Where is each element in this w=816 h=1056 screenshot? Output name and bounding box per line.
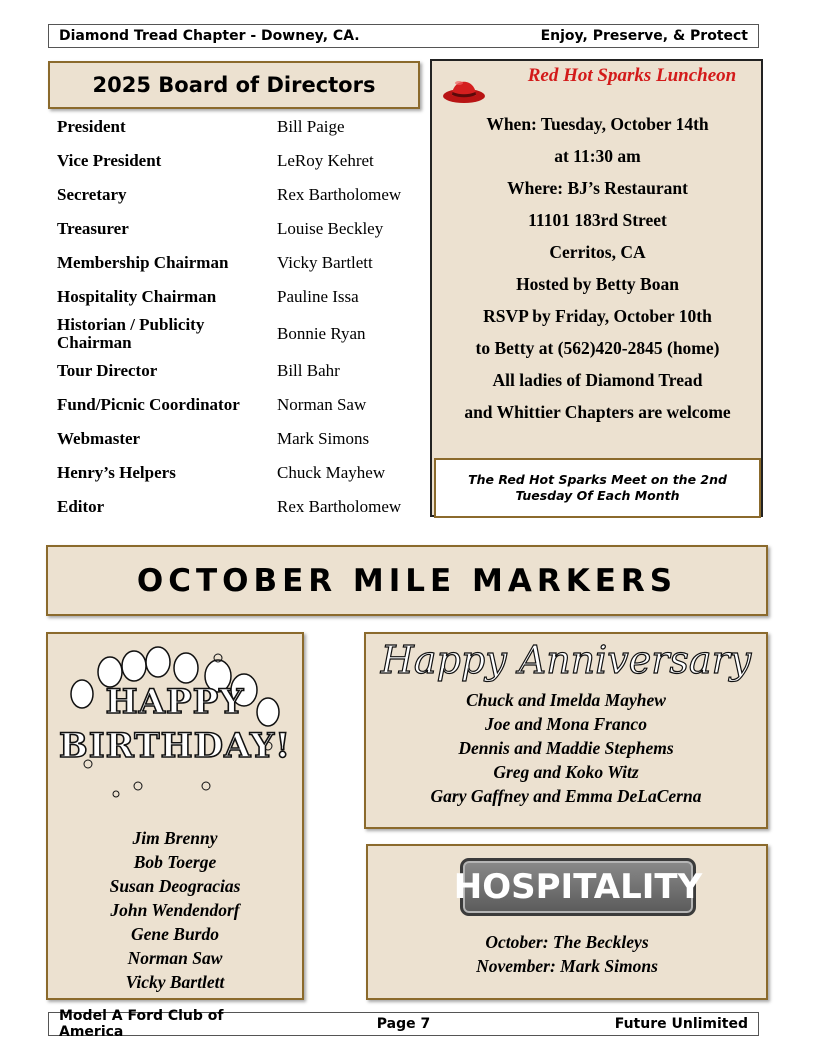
board-row <box>57 178 427 212</box>
list-item: Dennis and Maddie Stephems <box>458 738 674 758</box>
anniversary-heading: Happy Anniversary <box>380 638 752 682</box>
luncheon-details <box>432 108 763 428</box>
board-row <box>57 456 427 490</box>
list-item: Norman Saw <box>127 948 223 968</box>
board-member: Chuck Mayhew <box>277 463 386 482</box>
board-role: Tour Director <box>57 361 158 380</box>
board-member: Bonnie Ryan <box>277 324 366 343</box>
board-role: Historian / Publicity Chairman <box>57 315 205 352</box>
board-role: Vice President <box>57 151 162 170</box>
list-item: Jim Brenny <box>132 828 218 848</box>
luncheon-note: The Red Hot Sparks Meet on the 2nd Tuesday Of Each Month <box>434 458 761 518</box>
board-role: Henry’s Helpers <box>57 463 176 482</box>
page-header <box>48 24 759 48</box>
red-hat-icon <box>442 71 486 105</box>
luncheon-line: All ladies of Diamond Tread <box>492 370 703 390</box>
board-row <box>57 110 427 144</box>
board-role: Fund/Picnic Coordinator <box>57 395 240 414</box>
board-member: Pauline Issa <box>277 287 359 306</box>
board-table <box>57 110 427 524</box>
board-role: Secretary <box>57 185 127 204</box>
list-item: Bob Toerge <box>133 852 217 872</box>
board-row <box>57 144 427 178</box>
board-row <box>57 212 427 246</box>
luncheon-line: Cerritos, CA <box>549 242 646 262</box>
board-member: Bill Bahr <box>277 361 340 380</box>
luncheon-line: RSVP by Friday, October 10th <box>483 306 712 326</box>
newsletter-name: Future Unlimited <box>614 1016 749 1032</box>
board-row <box>57 314 427 354</box>
board-member: Norman Saw <box>277 395 367 414</box>
list-item: Joe and Mona Franco <box>485 714 647 734</box>
luncheon-line: to Betty at (562)420-2845 (home) <box>475 338 720 358</box>
anniversary-panel <box>364 632 768 829</box>
board-member: Louise Beckley <box>277 219 384 238</box>
board-member: Mark Simons <box>277 429 370 448</box>
board-member: Bill Paige <box>277 117 345 136</box>
hospitality-list <box>368 930 766 978</box>
board-member: LeRoy Kehret <box>277 151 374 170</box>
luncheon-box <box>430 59 763 517</box>
list-item: Chuck and Imelda Mayhew <box>466 690 666 710</box>
luncheon-line: 11101 183rd Street <box>528 210 667 230</box>
luncheon-line: Where: BJ’s Restaurant <box>507 178 688 198</box>
board-role: Webmaster <box>57 429 141 448</box>
board-member: Rex Bartholomew <box>277 497 402 516</box>
board-row <box>57 388 427 422</box>
page-number: Page 7 <box>376 1016 431 1032</box>
list-item: Gary Gaffney and Emma DeLaCerna <box>430 786 702 806</box>
luncheon-line: Hosted by Betty Boan <box>516 274 679 294</box>
list-item: Susan Deogracias <box>109 876 241 896</box>
club-motto: Enjoy, Preserve, & Protect <box>540 28 748 44</box>
list-item: November: Mark Simons <box>476 956 658 976</box>
board-role: Hospitality Chairman <box>57 287 217 306</box>
mile-markers-title: OCTOBER MILE MARKERS <box>46 545 768 616</box>
luncheon-line: When: Tuesday, October 14th <box>486 114 709 134</box>
list-item: Vicky Bartlett <box>125 972 225 992</box>
luncheon-title: Red Hot Sparks Luncheon <box>527 65 737 86</box>
board-member: Rex Bartholomew <box>277 185 402 204</box>
board-role: Membership Chairman <box>57 253 229 272</box>
birthday-art-line1: HAPPY <box>105 682 245 722</box>
anniversary-names <box>366 688 766 808</box>
board-role: Treasurer <box>57 219 129 238</box>
luncheon-line: at 11:30 am <box>554 146 641 166</box>
birthday-art-line2: BIRTHDAY! <box>58 726 292 766</box>
board-role: Editor <box>57 497 105 516</box>
list-item: Gene Burdo <box>131 924 219 944</box>
birthday-panel <box>46 632 304 1000</box>
board-title: 2025 Board of Directors <box>48 61 420 109</box>
hospitality-panel <box>366 844 768 1000</box>
page-footer <box>48 1008 759 1040</box>
board-row <box>57 490 427 524</box>
list-item: John Wendendorf <box>110 900 240 920</box>
club-name: Model A Ford Club of America <box>59 1008 224 1040</box>
chapter-name: Diamond Tread Chapter - Downey, CA. <box>59 28 360 44</box>
list-item: Greg and Koko Witz <box>493 762 639 782</box>
list-item: October: The Beckleys <box>485 932 649 952</box>
board-row <box>57 280 427 314</box>
luncheon-line: and Whittier Chapters are welcome <box>464 402 731 422</box>
board-member: Vicky Bartlett <box>277 253 373 272</box>
board-role: President <box>57 117 126 136</box>
board-row <box>57 354 427 388</box>
board-row <box>57 246 427 280</box>
hospitality-logo: HOSPITALITY <box>460 858 696 916</box>
birthday-names <box>48 826 302 994</box>
board-row <box>57 422 427 456</box>
